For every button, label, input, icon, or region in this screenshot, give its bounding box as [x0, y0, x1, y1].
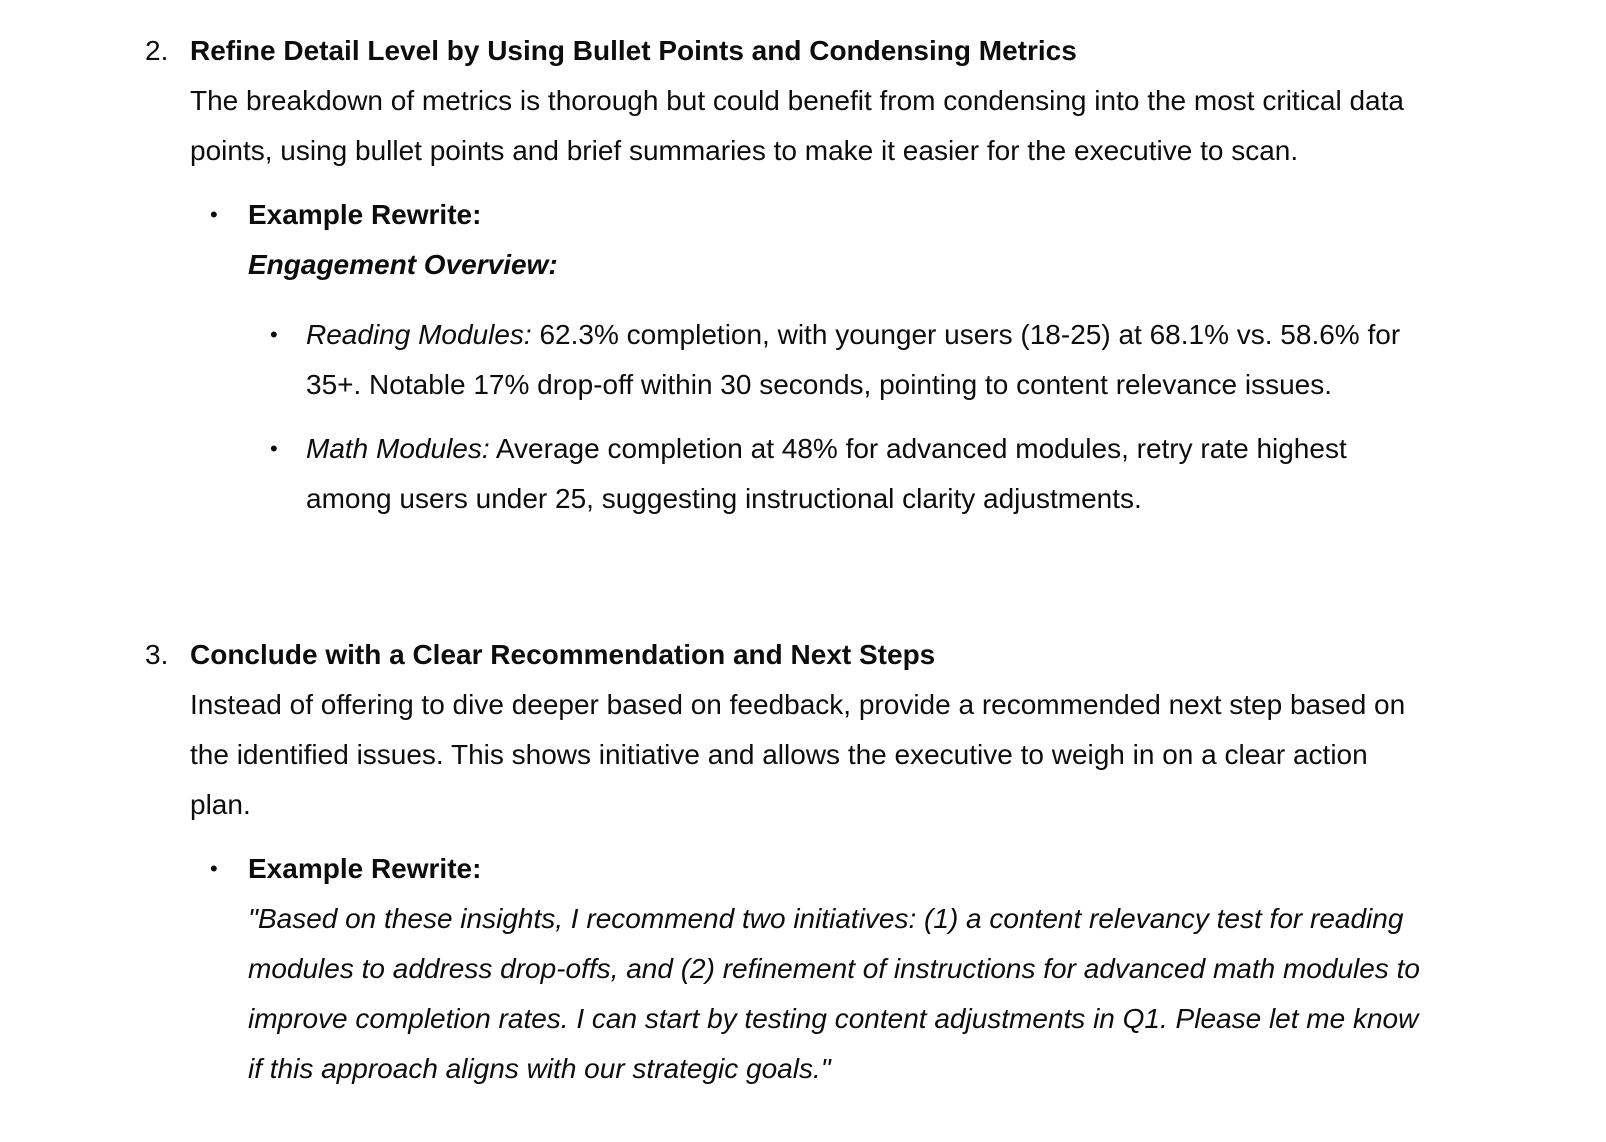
example-label: Example Rewrite:	[248, 853, 482, 884]
list-item-content	[190, 630, 1430, 1094]
item-paragraph: Instead of offering to dive deeper based on feedback, provide a recommended next step based on the identified issues. This shows initiative and allows the executive to weigh in on a clear action plan.	[190, 689, 1406, 820]
bullet-text: 62.3% completion, with younger users (18-25) at 68.1% vs. 58.6% for 35+. Notable 17% drop-off within 30 seconds, pointing to content relevance issues.	[306, 319, 1401, 400]
list-number: 3.	[145, 639, 169, 670]
item-heading: Conclude with a Clear Recommendation and Next Steps	[190, 639, 936, 670]
bullet-icon: •	[270, 322, 278, 347]
bullet-icon: •	[210, 202, 218, 227]
example-label: Example Rewrite:	[248, 199, 482, 230]
bullet-label: Math Modules:	[306, 433, 490, 464]
list-item-content	[190, 26, 1430, 524]
example-bullet	[190, 844, 1430, 1094]
bullet-text: Average completion at 48% for advanced modules, retry rate highest among users under 25, suggesting instructional clarity adjustments.	[306, 433, 1347, 514]
example-bullet	[190, 190, 1430, 524]
item-heading: Refine Detail Level by Using Bullet Points and Condensing Metrics	[190, 35, 1077, 66]
nested-bullet	[248, 310, 1430, 410]
bullet-icon: •	[270, 436, 278, 461]
example-title: Engagement Overview:	[248, 249, 558, 280]
example-quote: "Based on these insights, I recommend two initiatives: (1) a content relevancy test for reading modules to address drop-offs, and (2) refinement of instructions for advanced math modules to improve completion rates. I can start by testing content adjustments in Q1. Please let me know if this approach aligns with our strategic goals."	[248, 903, 1420, 1084]
list-number: 2.	[145, 35, 169, 66]
nested-bullet	[248, 424, 1430, 524]
bullet-label: Reading Modules:	[306, 319, 532, 350]
item-paragraph: The breakdown of metrics is thorough but could benefit from condensing into the most critical data points, using bullet points and brief summaries to make it easier for the executive to scan.	[190, 85, 1404, 166]
bullet-icon: •	[210, 856, 218, 881]
